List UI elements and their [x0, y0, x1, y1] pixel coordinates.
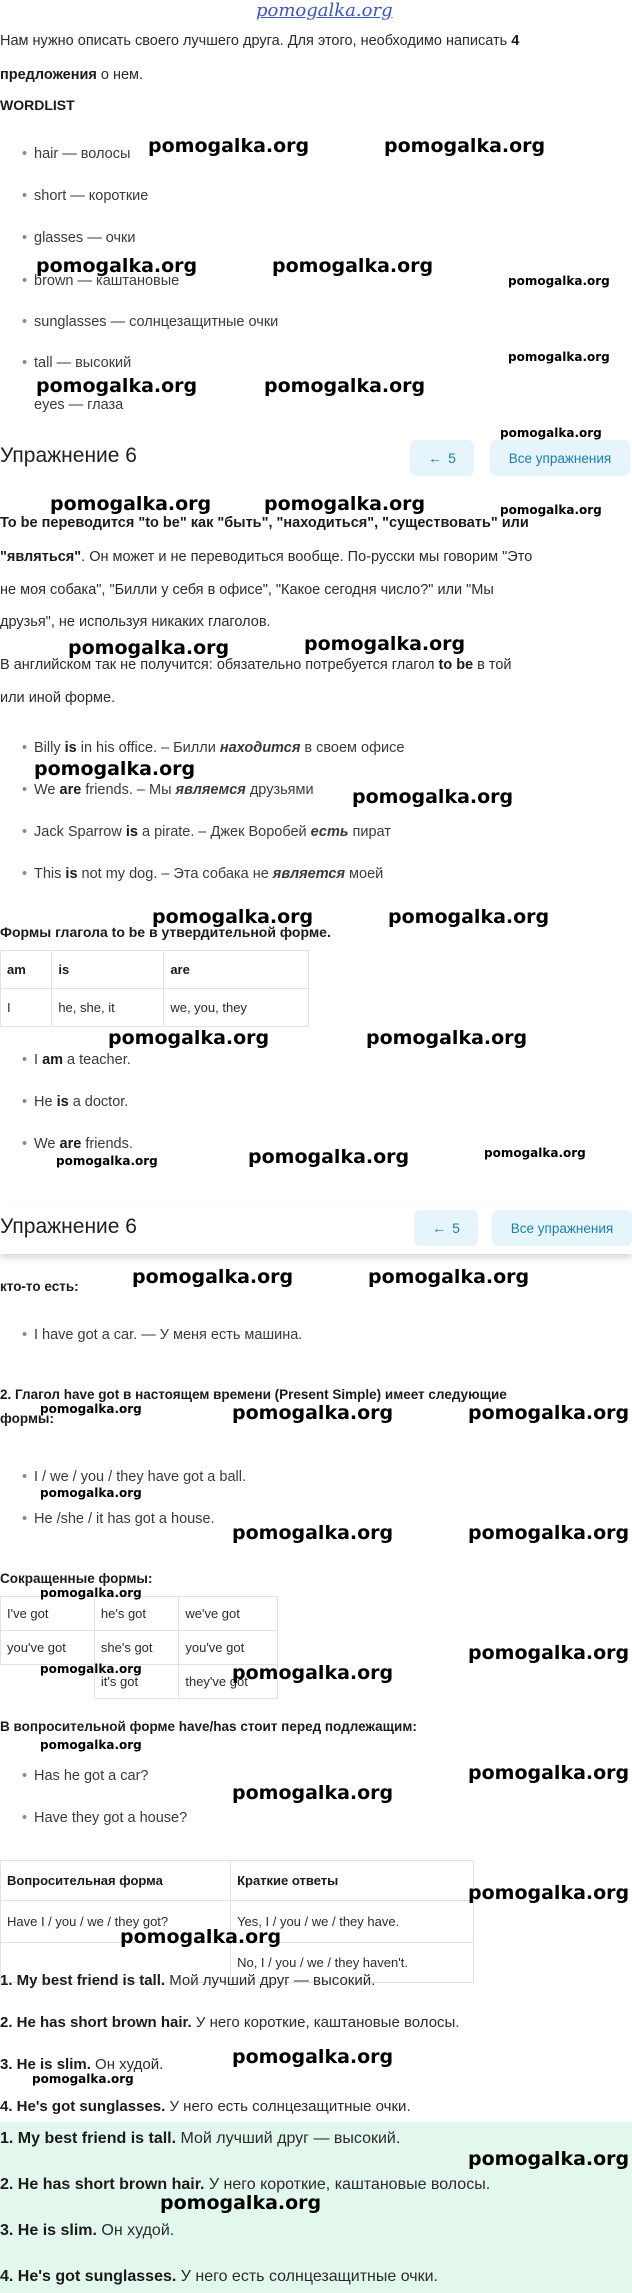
watermark: pomogalka.org — [120, 1926, 282, 1948]
table-cell: is — [52, 951, 164, 989]
forms-example: • I am a teacher. — [34, 1052, 131, 1068]
watermark: pomogalka.org — [500, 503, 602, 517]
watermark: pomogalka.org — [468, 1522, 630, 1544]
question-example: • Has he got a car? — [34, 1768, 148, 1784]
watermark: pomogalka.org — [232, 1662, 394, 1684]
answer-line: 2. He has short brown hair. У него короткие, каштановые волосы. — [0, 2014, 460, 2031]
table-cell: it's got — [94, 1665, 178, 1699]
watermark: pomogalka.org — [304, 633, 466, 655]
have-heading-2a: 2. Глагол have got в настоящем времени (Present Simple) имеет следующие — [0, 1387, 507, 1402]
tobe-example: • This is not my dog. – Эта собака не является моей — [34, 866, 383, 882]
tobe-line-5: В английском так не получится: обязательно потребуется глагол to be в той — [0, 657, 512, 673]
table-cell: Have I / you / we / they got? — [1, 1901, 231, 1943]
table-header-cell: Вопросительная форма — [1, 1861, 231, 1901]
tobe-line-2: "являться". Он может и не переводиться вообще. По-русски мы говорим "Это — [0, 549, 533, 565]
have-form: • He /she / it has got a house. — [34, 1511, 215, 1527]
wordlist-heading: WORDLIST — [0, 97, 75, 113]
watermark: pomogalka.org — [388, 906, 550, 928]
table-cell: I — [1, 989, 52, 1027]
watermark: pomogalka.org — [272, 255, 434, 277]
table-cell: we, you, they — [164, 989, 309, 1027]
watermark: pomogalka.org — [264, 375, 426, 397]
answer-line: 1. My best friend is tall. Мой лучший друг — высокий. — [0, 2130, 401, 2147]
watermark: pomogalka.org — [468, 2148, 630, 2170]
intro-line-1: Нам нужно описать своего лучшего друга. Для этого, необходимо написать 4 — [0, 33, 520, 49]
watermark: pomogalka.org — [468, 1402, 630, 1424]
answer-line: 1. My best friend is tall. Мой лучший друг — высокий. — [0, 1972, 376, 1989]
watermark: pomogalka.org — [484, 1146, 586, 1160]
watermark: pomogalka.org — [264, 493, 426, 515]
tobe-line-1: To be переводится "to be" как "быть", "находиться", "существовать" или — [0, 515, 529, 531]
have-form: • I / we / you / they have got a ball. — [34, 1469, 246, 1485]
wordlist-item: • glasses — очки — [34, 230, 135, 246]
prev-exercise-button[interactable] — [410, 440, 474, 476]
watermark: pomogalka.org — [468, 1882, 630, 1904]
watermark: pomogalka.org — [132, 1266, 294, 1288]
watermark: pomogalka.org — [32, 2072, 134, 2086]
exercise-title: Упражнение 6 — [0, 1215, 137, 1238]
watermark: pomogalka.org — [152, 906, 314, 928]
all-exercises-button[interactable]: Все упражнения — [492, 1210, 632, 1246]
answer-line: 3. He is slim. Он худой. — [0, 2222, 175, 2239]
tobe-example: • Billy is in his office. – Билли находится в своем офисе — [34, 740, 404, 756]
exercise-title: Упражнение 6 — [0, 444, 137, 467]
short-forms-title: Сокращенные формы: — [0, 1571, 153, 1586]
watermark: pomogalka.org — [232, 1522, 394, 1544]
wordlist-item: eyes — глаза — [34, 397, 124, 413]
watermark: pomogalka.org — [40, 1586, 142, 1600]
wordlist-item: • hair — волосы — [34, 146, 130, 162]
tobe-example: • We are friends. – Мы являемся друзьями — [34, 782, 314, 798]
tobe-line-3: не моя собака", "Билли у себя в офисе", "Какое сегодня число?" или "Мы — [0, 582, 494, 598]
watermark: pomogalka.org — [248, 1146, 410, 1168]
watermark: pomogalka.org — [232, 1402, 394, 1424]
watermark: pomogalka.org — [108, 1027, 270, 1049]
have-cut-line: кто-то есть: — [0, 1279, 79, 1294]
wordlist-item: • sunglasses — солнцезащитные очки — [34, 314, 278, 330]
tobe-line-4: друзья", не используя никаких глаголов. — [0, 614, 271, 630]
watermark: pomogalka.org — [384, 135, 546, 157]
watermark: pomogalka.org — [232, 2046, 394, 2068]
watermark: pomogalka.org — [352, 786, 514, 808]
have-example: • I have got a car. — У меня есть машина. — [34, 1327, 302, 1343]
watermark: pomogalka.org — [508, 350, 610, 364]
watermark: pomogalka.org — [40, 1738, 142, 1752]
table-header-cell: Краткие ответы — [231, 1861, 474, 1901]
site-logo[interactable]: pomogalka.org — [256, 0, 393, 21]
table-cell: No, I / you / we / they haven't. — [231, 1943, 474, 1983]
forms-table — [0, 950, 309, 1027]
question-title: В вопросительной форме have/has стоит перед подлежащим: — [0, 1719, 417, 1734]
wordlist-item: • short — короткие — [34, 188, 148, 204]
watermark: pomogalka.org — [500, 426, 602, 440]
watermark: pomogalka.org — [40, 1486, 142, 1500]
answer-line: 2. He has short brown hair. У него короткие, каштановые волосы. — [0, 2176, 491, 2193]
table-cell: he's got — [94, 1597, 178, 1631]
arrow-left-icon: ← — [432, 1220, 447, 1236]
intro-line-2: предложения о нем. — [0, 67, 144, 83]
all-exercises-button[interactable]: Все упражнения — [490, 440, 630, 476]
prev-exercise-button[interactable] — [414, 1210, 478, 1246]
watermark: pomogalka.org — [36, 255, 198, 277]
table-cell: she's got — [94, 1631, 178, 1665]
watermark: pomogalka.org — [56, 1154, 158, 1168]
watermark: pomogalka.org — [40, 1402, 142, 1416]
wordlist-item: • brown — каштановые — [34, 273, 179, 289]
watermark: pomogalka.org — [50, 493, 212, 515]
wordlist-item: • tall — высокий — [34, 355, 131, 371]
watermark: pomogalka.org — [232, 1782, 394, 1804]
answer-line: 4. He's got sunglasses. У него есть солнцезащитные очки. — [0, 2268, 438, 2285]
prev-exercise-number: 5 — [448, 450, 456, 466]
answer-line: 4. He's got sunglasses. У него есть солнцезащитные очки. — [0, 2098, 411, 2115]
forms-example: • We are friends. — [34, 1136, 133, 1152]
table-cell: he, she, it — [52, 989, 164, 1027]
question-table — [0, 1860, 474, 1983]
tobe-example: • Jack Sparrow is a pirate. – Джек Воробей есть пират — [34, 824, 391, 840]
answer-line: 3. He is slim. Он худой. — [0, 2056, 164, 2073]
table-cell: you've got — [1, 1631, 95, 1665]
watermark: pomogalka.org — [368, 1266, 530, 1288]
forms-title: Формы глагола to be в утвердительной форме. — [0, 924, 331, 940]
watermark: pomogalka.org — [468, 1642, 630, 1664]
table-cell: am — [1, 951, 52, 989]
watermark: pomogalka.org — [366, 1027, 528, 1049]
prev-exercise-number: 5 — [452, 1220, 460, 1236]
sticky-exercise-header — [0, 1202, 632, 1254]
question-example: • Have they got a house? — [34, 1810, 187, 1826]
table-cell: we've got — [179, 1597, 278, 1631]
watermark: pomogalka.org — [40, 1662, 142, 1676]
table-cell: you've got — [179, 1631, 278, 1665]
table-cell: I've got — [1, 1597, 95, 1631]
table-cell: Yes, I / you / we / they have. — [231, 1901, 474, 1943]
watermark: pomogalka.org — [36, 375, 198, 397]
tobe-line-6: или иной форме. — [0, 690, 116, 706]
watermark: pomogalka.org — [468, 1762, 630, 1784]
have-heading-2b: формы: — [0, 1411, 54, 1426]
watermark: pomogalka.org — [508, 274, 610, 288]
watermark: pomogalka.org — [148, 135, 310, 157]
table-cell: they've got — [179, 1665, 278, 1699]
watermark: pomogalka.org — [68, 637, 230, 659]
table-cell: are — [164, 951, 309, 989]
arrow-left-icon: ← — [428, 450, 443, 466]
forms-example: • He is a doctor. — [34, 1094, 128, 1110]
watermark: pomogalka.org — [160, 2192, 322, 2214]
watermark: pomogalka.org — [34, 758, 196, 780]
